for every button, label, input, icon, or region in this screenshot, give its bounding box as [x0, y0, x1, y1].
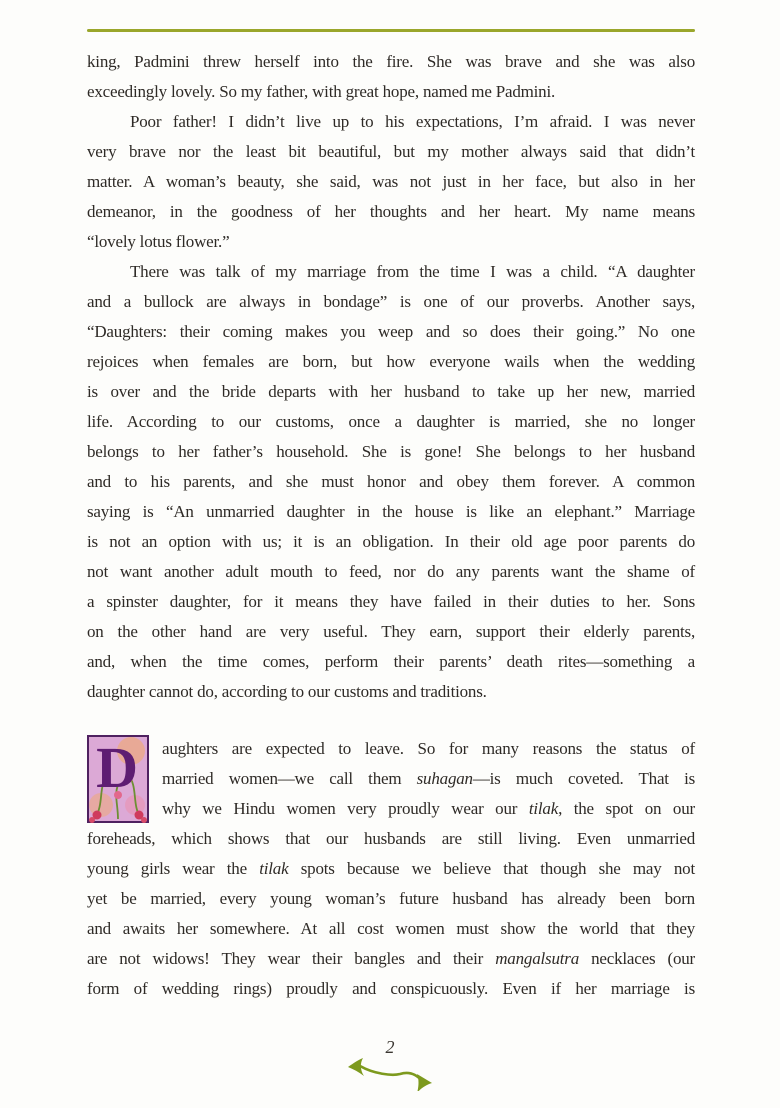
text-block	[87, 47, 695, 1004]
text-line	[87, 47, 695, 77]
italic-term: tilak	[259, 859, 289, 878]
text-line	[87, 794, 695, 824]
text-line	[87, 884, 695, 914]
text-segment: and, when the time comes, perform their parents’ death rites—something a	[87, 652, 695, 671]
text-segment: is over and the bride departs with her husband to take up her new, married	[87, 382, 695, 401]
text-line	[87, 257, 695, 287]
text-segment: necklaces (our	[579, 949, 696, 968]
text-segment: are not widows! They wear their bangles and their	[87, 949, 496, 968]
text-segment: Poor father! I didn’t live up to his expectations, I’m afraid. I was never	[130, 112, 695, 131]
text-segment: demeanor, in the goodness of her thoughts and her heart. My name means	[87, 202, 695, 221]
text-segment: belongs to her father’s household. She is gone! She belongs to her husband	[87, 442, 695, 461]
text-line	[87, 107, 695, 137]
text-segment: —is much coveted. That is	[472, 769, 696, 788]
text-segment: a spinster daughter, for it means they have failed in their duties to her. Sons	[87, 592, 695, 611]
text-line	[87, 407, 695, 437]
top-rule	[87, 29, 695, 32]
text-segment: is not an option with us; it is an obligation. In their old age poor parents do	[87, 532, 695, 551]
text-segment: married women—we call them	[162, 769, 417, 788]
page-footer	[0, 1036, 780, 1091]
text-segment: young girls wear the	[87, 859, 260, 878]
vine-arrow-ornament	[347, 1055, 433, 1091]
text-line	[87, 647, 695, 677]
text-line	[87, 437, 695, 467]
text-line	[87, 764, 695, 794]
text-segment: saying is “An unmarried daughter in the house is like an elephant.” Marriage	[87, 502, 695, 521]
text-segment: foreheads, which shows that our husbands are still living. Even unmarried	[87, 829, 695, 848]
drop-cap-ornament	[87, 735, 149, 823]
text-segment: and a bullock are always in bondage” is one of our proverbs. Another says,	[87, 292, 695, 311]
text-line	[87, 944, 695, 974]
text-line	[87, 77, 695, 107]
text-segment: very brave nor the least bit beautiful, but my mother always said that didn’t	[87, 142, 695, 161]
text-line	[87, 497, 695, 527]
paragraph	[87, 257, 695, 707]
text-line	[87, 317, 695, 347]
text-segment: “Daughters: their coming makes you weep and so does their going.” No one	[87, 322, 695, 341]
text-segment: exceedingly lovely. So my father, with great hope, named me Padmini.	[87, 82, 556, 101]
paragraph	[87, 107, 695, 257]
text-segment: rejoices when females are born, but how everyone wails when the wedding	[87, 352, 695, 371]
text-segment: yet be married, every young woman’s future husband has already been born	[87, 889, 695, 908]
drop-cap-letter: D	[96, 735, 138, 800]
text-segment: daughter cannot do, according to our customs and traditions.	[87, 682, 487, 701]
text-line	[87, 467, 695, 497]
text-segment: There was talk of my marriage from the time I was a child. “A daughter	[130, 262, 695, 281]
text-line	[87, 974, 695, 1004]
italic-term: mangalsutra	[495, 949, 579, 968]
text-line	[87, 227, 695, 257]
text-line	[87, 347, 695, 377]
text-line	[87, 137, 695, 167]
page-number: 2	[385, 1037, 395, 1057]
text-line	[87, 914, 695, 944]
text-line	[87, 617, 695, 647]
text-line	[87, 557, 695, 587]
text-segment: why we Hindu women very proudly wear our	[162, 799, 529, 818]
text-line	[87, 854, 695, 884]
italic-term: tilak	[528, 799, 559, 818]
text-line	[87, 287, 695, 317]
paragraph	[87, 47, 695, 107]
text-segment: form of wedding rings) proudly and conspicuously. Even if her marriage is	[87, 979, 695, 998]
italic-term: suhagan	[416, 769, 473, 788]
paragraph	[87, 734, 695, 1004]
text-segment: and to his parents, and she must honor and obey them forever. A common	[87, 472, 695, 491]
text-line	[87, 587, 695, 617]
text-line	[87, 167, 695, 197]
text-segment: aughters are expected to leave. So for many reasons the status of	[162, 739, 695, 758]
text-line	[87, 527, 695, 557]
text-line	[87, 377, 695, 407]
text-segment: on the other hand are very useful. They earn, support their elderly parents,	[87, 622, 695, 641]
text-line	[87, 824, 695, 854]
text-segment: life. According to our customs, once a daughter is married, she no longer	[87, 412, 695, 431]
text-segment: matter. A woman’s beauty, she said, was not just in her face, but also in her	[87, 172, 695, 191]
text-segment: , the spot on our	[558, 799, 695, 818]
text-segment: not want another adult mouth to feed, nor do any parents want the shame of	[87, 562, 695, 581]
text-line	[87, 197, 695, 227]
text-segment: and awaits her somewhere. At all cost women must show the world that they	[87, 919, 695, 938]
text-segment: king, Padmini threw herself into the fire. She was brave and she was also	[87, 52, 695, 71]
text-segment: spots because we believe that though she may not	[288, 859, 695, 878]
text-line	[87, 677, 695, 707]
text-line	[87, 734, 695, 764]
text-segment: “lovely lotus flower.”	[87, 232, 230, 251]
